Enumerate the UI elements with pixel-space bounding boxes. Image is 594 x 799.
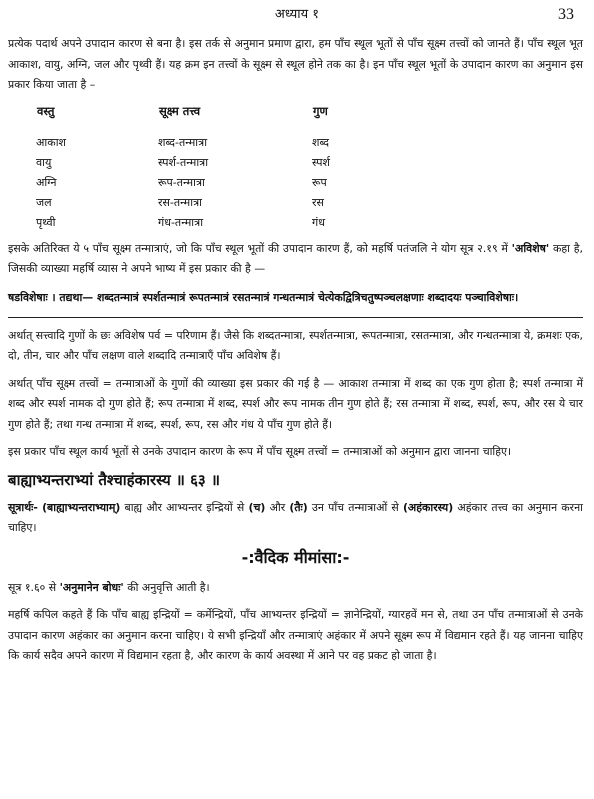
meaning-text: अहंकार तत्त्व का अनुमान करना चाहिए। [8, 500, 583, 534]
table-row [36, 153, 424, 173]
page-content [8, 34, 583, 674]
column-header-object: वस्तु [37, 103, 55, 118]
table-row [36, 213, 424, 233]
column-header-quality: गुण [313, 103, 328, 118]
column-header-subtle-element: सूक्ष्म तत्त्व [159, 103, 201, 118]
table-cell: आकाश [36, 136, 67, 149]
table-cell: स्पर्श-तन्मात्रा [158, 156, 209, 169]
meaning-text: उन पाँच तन्मात्राओं से [307, 500, 403, 514]
table-cell: गंध-तन्मात्रा [158, 216, 204, 229]
table-cell: गंध [312, 216, 325, 229]
table-cell: शब्द-तन्मात्रा [158, 136, 208, 149]
table-cell: अग्नि [36, 176, 57, 189]
table-cell: शब्द [312, 136, 329, 149]
term-cha: (च) [248, 500, 266, 514]
vyasa-quote: षडविशेषाः । तद्यथा— शब्दतन्मात्रं स्पर्शतन्मात्रं रूपतन्मात्रं रसतन्मात्रं गन्धतन्मात्रं चेत्येकद्वित्रिचतुष्पञ्चलक्षणाः शब्दादयः पञ्चाविशेषाः। [8, 290, 519, 304]
table-cell: जल [36, 196, 52, 209]
kapila-paragraph: महर्षि कपिल कहते हैं कि पाँच बाह्य इन्द्रियों = कर्मेन्द्रियों, पाँच आभ्यन्तर इन्द्रियों = ज्ञानेन्द्रियों, ग्यारहवें मन से, तथा उन पाँच तन्मात्राओं से उनके उपादान कारण अहंकार का अनुमान करना चाहिए। ये सभी इन्द्रियाँ और तन्मात्राएं अहंकार में अपने सूक्ष्म रूप में विद्यमान रहते हैं। यह जानना चाहिए कि कार्य सदैव अपने कारण में विद्यमान रहता है, और कारण के कार्य अवस्था में आने पर वह प्रकट हो जाता है। [8, 608, 583, 662]
divider [8, 317, 583, 318]
table-row [36, 133, 424, 153]
term-ahankara: (अहंकारस्य) [402, 500, 454, 514]
section-title: -:वैदिक मीमांसा:- [241, 547, 350, 567]
chapter-title: अध्याय १ [274, 7, 320, 22]
table-cell: रूप-तन्मात्रा [158, 176, 205, 189]
table-cell: स्पर्श [312, 156, 331, 169]
intro-paragraph: प्रत्येक पदार्थ अपने उपादान कारण से बना है। इस तर्क से अनुमान प्रमाण द्वारा, हम पाँच स्थूल भूतों से पाँच सूक्ष्म तत्त्वों को जानते हैं। पाँच स्थूल भूत आकाश, वायु, अग्नि, जल और पृथ्वी हैं। यह क्रम इन तत्त्वों के सूक्ष्म से स्थूल होने तक का है। इन पाँच स्थूल भूतों के उपादान कारण का अनुमान इस प्रकार किया जाता है – [8, 37, 583, 91]
anuvritti-term: 'अनुमानेन बोधः' [59, 580, 124, 594]
table-row [36, 193, 424, 213]
term-taih: (तैः) [289, 500, 308, 514]
sutra-heading: बाह्याभ्यन्तराभ्यां तैश्चाहंकारस्य ॥ ६३ ॥ [8, 470, 220, 489]
avishesha-paragraph [8, 239, 583, 280]
table-cell: रूप [312, 176, 327, 189]
anuvritti-text-post: की अनुवृत्ति आती है। [123, 580, 210, 594]
table-cell: पृथ्वी [36, 216, 56, 229]
avishesha-text-pre: इसके अतिरिक्त ये ५ पाँच सूक्ष्म तन्मात्राएं, जो कि पाँच स्थूल भूतों की उपादान कारण हैं, को महर्षि पतंजलि ने योग सूत्र २.१९ में [8, 241, 512, 255]
table-cell: रस [312, 196, 324, 209]
page-number: 33 [558, 6, 574, 23]
avishesha-text-post: कहा है, जिसकी व्याख्या महर्षि व्यास ने अपने भाष्य में इस प्रकार की है — [8, 241, 583, 275]
term-bahya: (बाह्याभ्यन्तराभ्याम्) [42, 500, 121, 514]
meaning-text: बाह्य और आभ्यन्तर इन्द्रियों से [120, 500, 249, 514]
table-row [36, 173, 424, 193]
avishesha-term: 'अविशेष' [511, 241, 550, 255]
conclusion-paragraph: इस प्रकार पाँच स्थूल कार्य भूतों से उनके उपादान कारण के रूप में पाँच सूक्ष्म तत्त्वों = तन्मात्राओं को अनुमान द्वारा जानना चाहिए। [8, 445, 512, 458]
elements-table [36, 103, 424, 233]
explanation-paragraph: अर्थात् सत्त्वादि गुणों के छः अविशेष पर्व = परिणाम हैं। जैसे कि शब्दतन्मात्रा, स्पर्शतन्मात्रा, रूपतन्मात्रा, रसतन्मात्रा, और गन्धतन्मात्रा ये, क्रमशः एक, दो, तीन, चार और पाँच लक्षण वाले शब्दादि तन्मात्राएँ पाँच अविशेष हैं। [8, 328, 583, 362]
table-header-row [36, 103, 424, 133]
meaning-text: और [265, 500, 290, 514]
sutra-meaning-label: सूत्रार्थः- [8, 500, 38, 514]
table-cell: वायु [36, 156, 52, 169]
qualities-paragraph: अर्थात् पाँच सूक्ष्म तत्त्वों = तन्मात्राओं के गुणों की व्याख्या इस प्रकार की गई है — आकाश तन्मात्रा में शब्द का एक गुण होता है; स्पर्श तन्मात्रा में शब्द और स्पर्श नामक दो गुण होते हैं; रूप तन्मात्रा में शब्द, स्पर्श और रूप नामक तीन गुण होते हैं; रस तन्मात्रा में शब्द, स्पर्श, रूप, और रस ये चार गुण होते हैं; तथा गन्ध तन्मात्रा में शब्द, स्पर्श, रूप, रस और गंध ये पाँच गुण होते हैं। [8, 376, 583, 431]
anuvritti-paragraph [8, 578, 583, 599]
sutra-meaning [8, 498, 583, 539]
table-cell: रस-तन्मात्रा [158, 196, 203, 209]
page-header [0, 4, 594, 26]
anuvritti-text-pre: सूत्र १.६० से [8, 580, 60, 594]
